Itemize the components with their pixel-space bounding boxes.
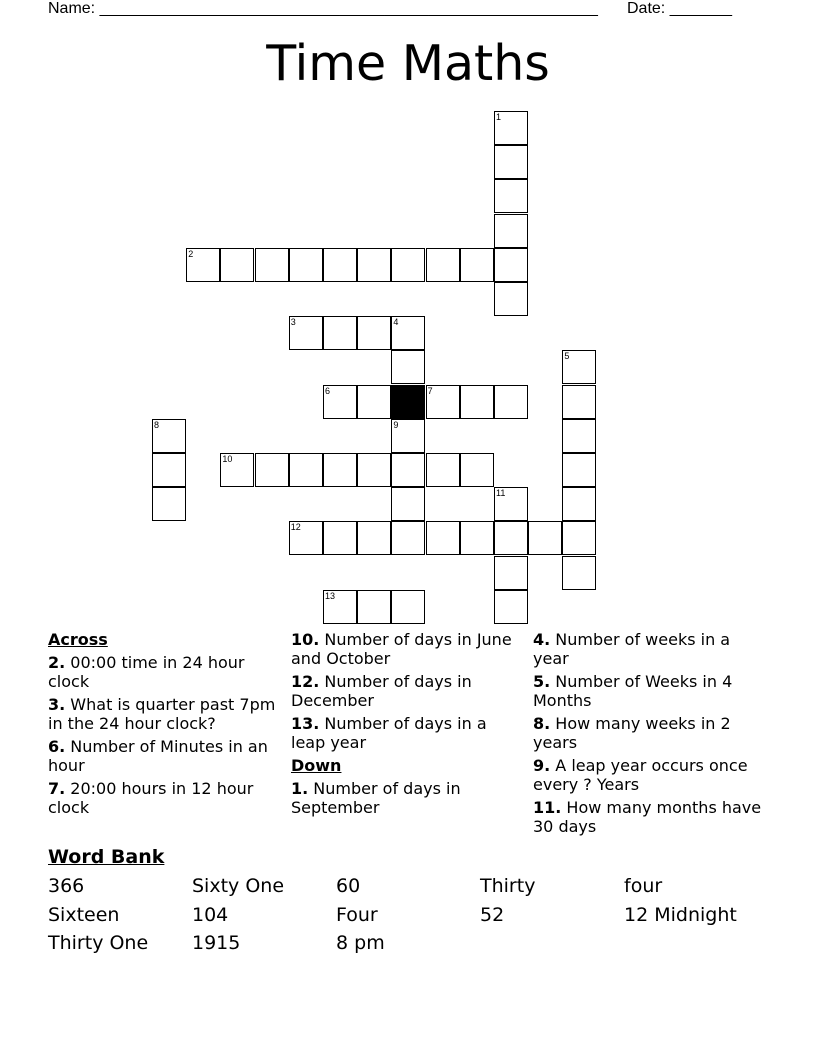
crossword-cell[interactable]	[391, 487, 425, 521]
clue-down-11: 11. How many months have 30 days	[533, 798, 762, 836]
crossword-cell[interactable]	[460, 521, 494, 555]
crossword-cell[interactable]	[152, 487, 186, 521]
word-bank-item: Four	[336, 904, 378, 926]
crossword-cell[interactable]	[391, 316, 425, 350]
crossword-cell[interactable]	[426, 385, 460, 419]
crossword-cell[interactable]	[391, 419, 425, 453]
crossword-cell[interactable]	[426, 453, 460, 487]
crossword-cell[interactable]	[357, 385, 391, 419]
clues-column-1	[48, 630, 278, 821]
word-bank-item: Thirty	[480, 875, 536, 897]
crossword-cell[interactable]	[562, 453, 596, 487]
crossword-cell[interactable]	[391, 350, 425, 384]
clue-number: 2	[188, 248, 194, 259]
crossword-cell[interactable]	[460, 248, 494, 282]
crossword-cell[interactable]	[220, 248, 254, 282]
clue-down-8: 8. How many weeks in 2 years	[533, 714, 731, 752]
clues-column-3	[533, 630, 763, 840]
crossword-cell[interactable]	[186, 248, 220, 282]
crossword-cell[interactable]	[289, 521, 323, 555]
clues-column-2	[291, 630, 521, 821]
crossword-cell[interactable]	[494, 385, 528, 419]
word-bank-item: Thirty One	[48, 932, 149, 954]
clue-down-5: 5. Number of Weeks in 4 Months	[533, 672, 733, 710]
crossword-cell[interactable]	[357, 316, 391, 350]
crossword-cell[interactable]	[323, 453, 357, 487]
clue-number: 8	[154, 419, 160, 430]
crossword-cell[interactable]	[391, 248, 425, 282]
name-field[interactable]: Name: ________________________________________________________	[48, 0, 598, 17]
clue-across-10: 10. Number of days in June and October	[291, 630, 512, 668]
word-bank-item: 8 pm	[336, 932, 385, 954]
word-bank-item: 1915	[192, 932, 241, 954]
word-bank-item: 366	[48, 875, 85, 897]
crossword-cell[interactable]	[391, 453, 425, 487]
crossword-cell[interactable]	[562, 385, 596, 419]
crossword-cell[interactable]	[426, 521, 460, 555]
crossword-cell[interactable]	[391, 590, 425, 624]
clue-across-13: 13. Number of days in a leap year	[291, 714, 487, 752]
crossword-cell[interactable]	[494, 556, 528, 590]
word-bank-item: 12 Midnight	[624, 904, 737, 926]
crossword-cell[interactable]	[562, 350, 596, 384]
crossword-cell[interactable]	[562, 521, 596, 555]
crossword-cell[interactable]	[323, 385, 357, 419]
crossword-cell[interactable]	[460, 453, 494, 487]
crossword-cell[interactable]	[323, 316, 357, 350]
clue-across-2: 2. 00:00 time in 24 hour clock	[48, 653, 245, 691]
crossword-cell[interactable]	[289, 316, 323, 350]
crossword-cell[interactable]	[357, 453, 391, 487]
crossword-cell[interactable]	[152, 419, 186, 453]
word-bank-title: Word Bank	[48, 846, 165, 868]
clue-across-7: 7. 20:00 hours in 12 hour clock	[48, 779, 254, 817]
crossword-cell[interactable]	[494, 214, 528, 248]
crossword-cell[interactable]	[494, 248, 528, 282]
crossword-cell[interactable]	[255, 453, 289, 487]
clue-number: 6	[325, 385, 331, 396]
word-bank-item: 104	[192, 904, 229, 926]
crossword-cell[interactable]	[426, 248, 460, 282]
crossword-cell[interactable]	[289, 248, 323, 282]
clue-down-1: 1. Number of days in September	[291, 779, 461, 817]
clue-number: 10	[222, 454, 233, 464]
crossword-cell[interactable]	[220, 453, 254, 487]
clue-number: 1	[496, 112, 502, 122]
crossword-cell[interactable]	[357, 248, 391, 282]
crossword-cell[interactable]	[562, 556, 596, 590]
clue-number: 4	[393, 317, 399, 328]
crossword-cell[interactable]	[562, 419, 596, 453]
crossword-cell[interactable]	[255, 248, 289, 282]
word-bank-item: four	[624, 875, 663, 897]
crossword-cell[interactable]	[289, 453, 323, 487]
date-field[interactable]: Date: _______	[627, 0, 732, 17]
crossword-cell[interactable]	[494, 487, 528, 521]
crossword-cell[interactable]	[494, 590, 528, 624]
crossword-cell[interactable]	[494, 521, 528, 555]
crossword-cell[interactable]	[494, 179, 528, 213]
clue-number: 7	[427, 385, 433, 396]
clue-number: 5	[564, 351, 570, 362]
crossword-cell[interactable]	[528, 521, 562, 555]
clue-number: 13	[325, 590, 336, 601]
clue-down-9: 9. A leap year occurs once every ? Years	[533, 756, 748, 794]
crossword-cell[interactable]	[494, 145, 528, 179]
clue-across-12: 12. Number of days in December	[291, 672, 472, 710]
across-heading: Across	[48, 630, 108, 649]
clue-across-3: 3. What is quarter past 7pm in the 24 hour clock?	[48, 695, 276, 733]
word-bank-item: Sixty One	[192, 875, 285, 897]
clue-number: 3	[290, 317, 296, 328]
crossword-cell[interactable]	[357, 521, 391, 555]
crossword-cell[interactable]	[357, 590, 391, 624]
crossword-cell[interactable]	[323, 590, 357, 624]
crossword-cell[interactable]	[494, 282, 528, 316]
crossword-cell[interactable]	[323, 248, 357, 282]
word-bank-item: Sixteen	[48, 904, 120, 926]
crossword-cell[interactable]	[460, 385, 494, 419]
crossword-cell[interactable]	[391, 521, 425, 555]
crossword-cell[interactable]	[323, 521, 357, 555]
clue-down-4: 4. Number of weeks in a year	[533, 630, 731, 668]
page-title: Time Maths	[266, 35, 550, 92]
crossword-cell[interactable]	[494, 111, 528, 145]
clue-across-6: 6. Number of Minutes in an hour	[48, 737, 268, 775]
black-cell	[391, 385, 425, 419]
clue-number: 9	[393, 419, 399, 430]
clue-number: 12	[290, 522, 301, 533]
word-bank-item: 52	[480, 904, 505, 926]
clue-number: 11	[496, 488, 506, 499]
word-bank-item: 60	[336, 875, 361, 897]
down-heading: Down	[291, 756, 342, 775]
crossword-cell[interactable]	[152, 453, 186, 487]
crossword-cell[interactable]	[562, 487, 596, 521]
